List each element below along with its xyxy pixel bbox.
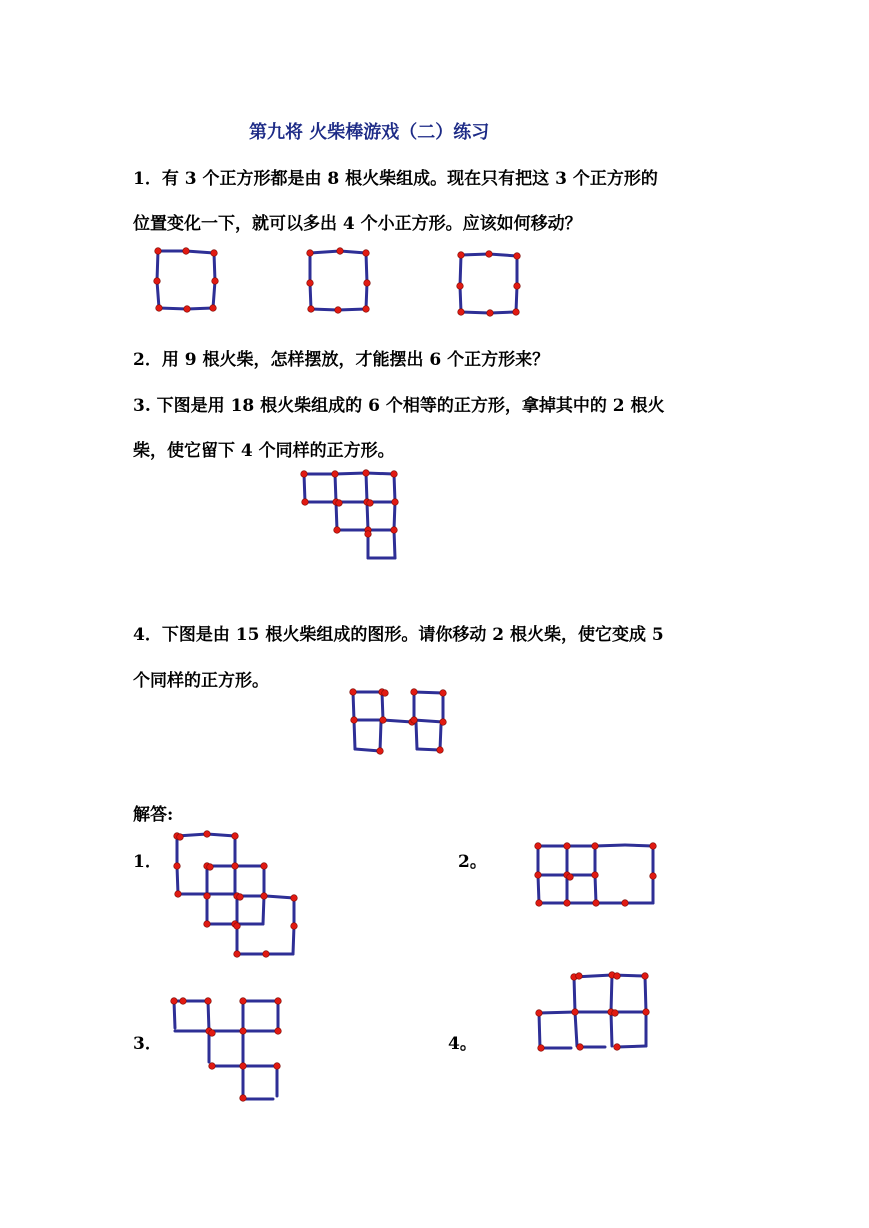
answer-3-label: 3． — [133, 1034, 162, 1054]
question-1-line-2: 位置变化一下，就可以多出 4 个小正方形。应该如何移动？ — [133, 214, 582, 234]
question-4-line-1: 4．下图是由 15 根火柴组成的图形。请你移动 2 根火柴，使它变成 5 — [133, 625, 664, 645]
answer-1-label: 1． — [133, 852, 162, 872]
question-1-line-1: 1．有 3 个正方形都是由 8 根火柴组成。现在只有把这 3 个正方形的 — [133, 169, 658, 189]
question-4-line-2: 个同样的正方形。 — [133, 671, 269, 691]
page-title: 第九将 火柴棒游戏（二）练习 — [249, 122, 490, 143]
question-3-line-2: 柴，使它留下 4 个同样的正方形。 — [133, 441, 395, 461]
answers-heading: 解答: — [133, 805, 174, 825]
answer-2-label: 2。 — [458, 852, 487, 872]
question-3-line-1: 3. 下图是用 18 根火柴组成的 6 个相等的正方形，拿掉其中的 2 根火 — [133, 396, 665, 416]
answer-4-label: 4。 — [448, 1034, 477, 1054]
question-2-line-1: 2．用 9 根火柴，怎样摆放，才能摆出 6 个正方形来？ — [133, 350, 550, 370]
